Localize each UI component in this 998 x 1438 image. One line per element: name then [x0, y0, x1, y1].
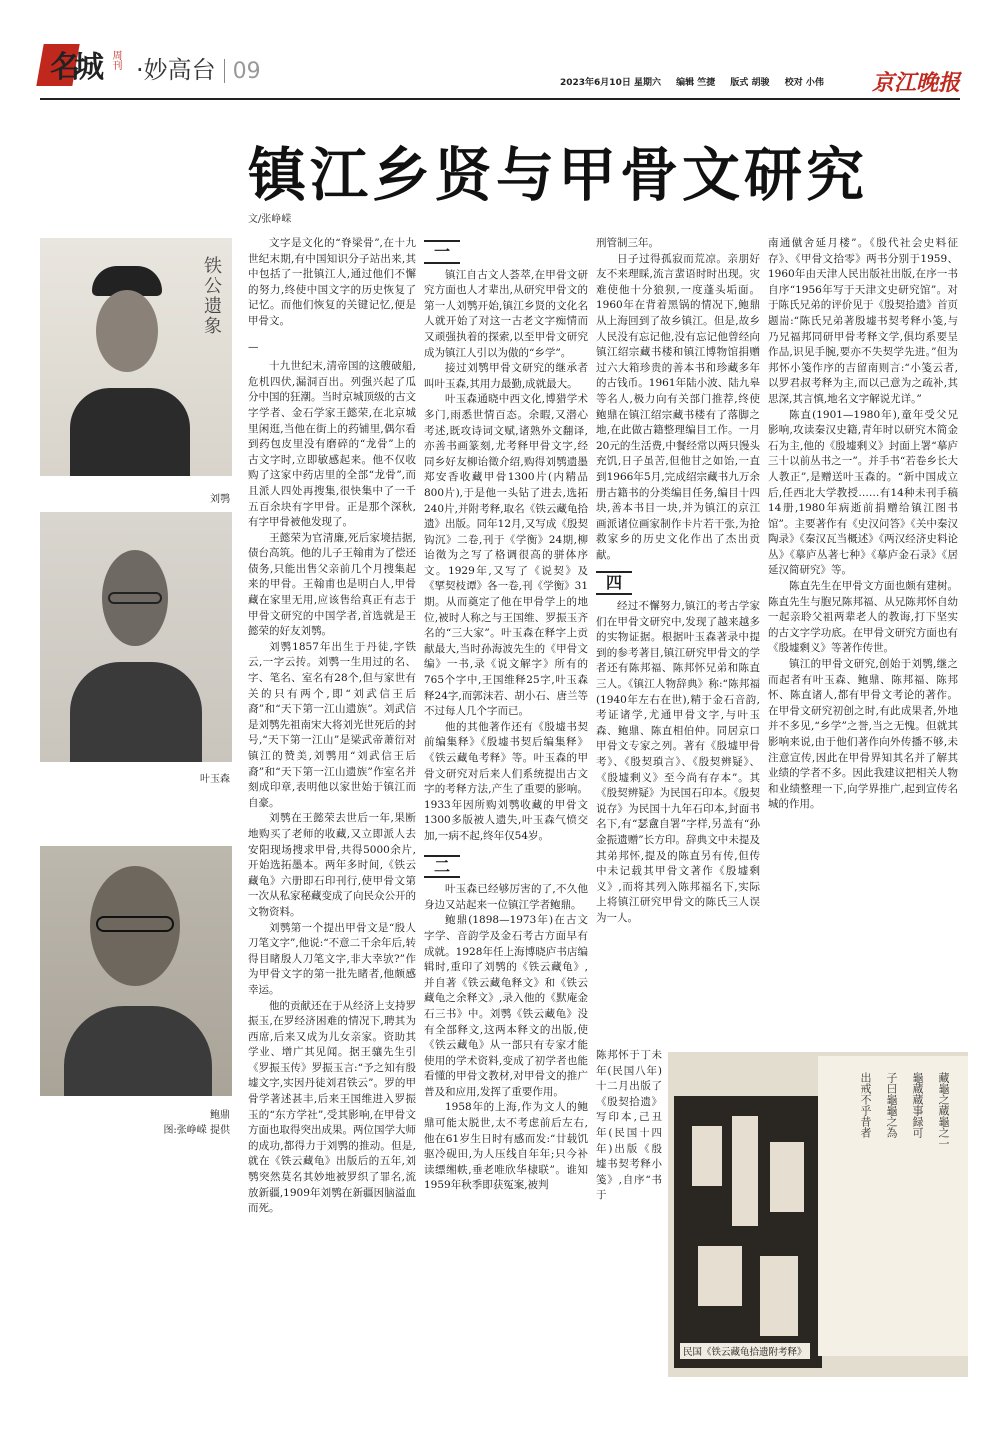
header-rule	[40, 98, 960, 100]
article-byline: 文/张峥嵘	[248, 214, 292, 225]
portrait-bao-ding	[40, 846, 232, 1096]
issue-info	[560, 75, 836, 88]
intro-paragraph: 文字是文化的“脊梁骨”,在十九世纪末期,有中国知识分子站出来,其中包括了一批镇江人,通过他们不懈的努力,终使中国文字的历史恢复了记忆。而他们恢复的关键记忆,便是甲骨文。	[248, 237, 416, 327]
paragraph: 镇江的甲骨文研究,创始于刘鹗,继之而起者有叶玉森、鲍鼎、陈邦福、陈邦怀、陈直诸人,都有甲骨文考论的著作。在甲骨文研究初创之时,有此成果者,外地并不多见,“乡学”之誉,当之无愧。但就其影响来说,由于他们著作向外传播不够,未注意宣传,因此在甲骨界知其名并了解其业绩的学者不多。因此我建议把相关人物和业绩整理一下,向学界推广,起到宣传名城的作用。	[768, 658, 958, 811]
paragraph: 1958年的上海,作为文人的鲍鼎可能太脱世,太不考虑前后左右,他在61岁生日时有感而发:“廿载饥驱冷砚田,为人压线自年年;只今补读缥缃帙,垂老唯欣华棣联”。谁知1959年秋季即获冤案,被判	[424, 1101, 588, 1192]
portrait-face	[96, 290, 158, 372]
paragraph: 他的其他著作还有《殷墟书契前编集释》《殷墟书契后编集释》《铁云藏龟考释》等。叶玉森的甲骨文研究对后来人们系统提出古文字的考释方法,产生了重要的影响。1933年因所购刘鹗收藏的甲骨文1300多版被人遗失,叶玉森气愤交加,一病不起,终年仅54岁。	[424, 720, 588, 842]
oracle-bone-fragment	[770, 1142, 804, 1212]
portrait-ye-yusen	[40, 512, 232, 762]
portrait-body	[64, 1006, 212, 1096]
page-column: 子曰龜龜之為	[885, 1072, 898, 1138]
paragraph: 十九世纪末,清帝国的这艘破船,危机四伏,漏洞百出。列强兴起了瓜分中国的狂潮。当时京城顶级的古文字学者、金石学家王懿荣,在北京城里闲逛,当他在街上的药铺里,偶尔看到药包皮里没有磨碎的“龙骨”上的古文字时,立即敏感起来。他不仅收购了这家中药店里的全部“龙骨”,而且派人四处再搜集,很快集中了一千五百余块有字甲骨。正是那个深秋,有字甲骨被他发现了。	[248, 360, 416, 529]
paragraph: 刘鹗在王懿荣去世后一年,果断地购买了老师的收藏,又立即派人去安阳现场搜求甲骨,共得5000余片,开始选拓墨本。两年多时间,《铁云藏龟》六册即石印刊行,使甲骨文第一次从私家秘藏变成了向民众公开的文物资料。	[248, 812, 416, 918]
paragraph: 他的贡献还在于从经济上支持罗振玉,在罗经济困难的情况下,聘其为西席,后来又成为儿女亲家。资助其学业、增广其见闻。据王骧先生引《罗振玉传》罗振玉言:“予之知有殷墟文字,实因丹徒刘君铁云”。罗的甲骨学著述甚丰,后来王国维进入罗振玉的“东方学社”,受其影响,在甲骨文方面也取得突出成果。两位国学大师的成功,都得力于刘鹗的推动。但是,就在《铁云藏龟》出版后的五年,刘鹗突然莫名其妙地被罗织了罪名,流放新疆,1909年刘鹗在新疆因脑溢血而死。	[248, 999, 416, 1215]
paragraph: 王懿荣为官清廉,死后家境拮据,债台高筑。他的儿子王翰甫为了偿还债务,只能出售父亲前几个月搜集起来的甲骨。王翰甫也是明白人,甲骨藏在家里无用,应该售给真正有志于甲骨文研究的中国学者,首选就是王懿荣的好友刘鹗。	[248, 531, 416, 638]
section-heading-2: 二	[424, 855, 588, 879]
section-name: ·妙高台	[136, 56, 216, 84]
oracle-bone-fragment	[760, 1256, 798, 1336]
section-divider: —	[248, 340, 259, 353]
article-headline: 镇江乡贤与甲骨文研究	[248, 141, 869, 209]
paragraph: 日子过得孤寂而荒凉。亲朋好友不来理睬,流言蜚语时时出现。灾难使他十分狼狈,一度蓬头垢面。1960年在背着黑锅的情况下,鲍鼎从上海回到了故乡镇江。但是,故乡人民没有忘记他,没有忘记他曾经向镇江绍宗藏书楼和镇江博物馆捐赠过六大箱珍贵的善本书和珍藏多年的古钱币。1961年陆小波、陆九皋等名人,极力向有关部门推荐,终使鲍鼎在镇江绍宗藏书楼有了落脚之地,在此做古籍整理编目工作。一月20元的生活费,中餐经常以两只馒头充饥,日子虽苦,但他甘之如饴,一直到1966年5月,完成绍宗藏书九万余册古籍书的分类编目任务,编目十四块,善本书目一块,并为镇江的京江画派诸位画家制作卡片若干张,为抢救家乡的历史文化作出了杰出贡献。	[596, 252, 760, 561]
column-4	[768, 236, 958, 1046]
portrait-inscription: 铁公遗象	[201, 256, 222, 336]
logo-text: 名城	[50, 50, 98, 85]
layout-credit: 版式 胡骏	[730, 78, 770, 88]
masthead	[40, 30, 960, 102]
logo-subtitle: 周刊	[110, 50, 121, 70]
book-photo-caption: 民国《铁云藏龟拾遗附考释》	[680, 1343, 810, 1359]
paragraph: 接过刘鹗甲骨文研究的继承者叫叶玉森,其用力最勤,成就最大。	[424, 362, 588, 390]
caption-ye-yusen: 叶玉森	[200, 774, 230, 785]
paragraph: 叶玉森已经够厉害的了,不久他身边又站起来一位镇江学者鲍鼎。	[424, 883, 588, 911]
paragraph: 鲍鼎(1898—1973年)在古文字学、音韵学及金石考古方面早有成就。1928年任上海博晓庐书店编辑时,重印了刘鹗的《铁云藏龟》,并自著《铁云藏龟释文》和《铁云藏龟之余释文》,录入他的《默庵金石三书》中。刘鹗《铁云藏龟》没有全部释文,这两本释文的出版,使《铁云藏龟》从一部只有专家才能使用的学术资料,变成了初学者也能看懂的甲骨文教材,对甲骨文的推广普及和应用,发挥了重要作用。	[424, 914, 588, 1098]
paragraph: 叶玉森通晓中西文化,博猎学术多门,雨悉世情百态。余暇,又潜心考述,既攻诗词文赋,诸熟外文翻译,亦善书画篆刻,尤考释甲骨文字,经同乡好友柳诒徵介绍,购得刘鹗遗墨郑安香收藏甲骨1300片(内精品800片),于是他一头钻了进去,选拓240片,并附考释,取名《铁云藏龟拾遗》出版。同年12月,又写成《殷契钩沉》二卷,刊于《学衡》24期,柳诒徵为之写了格调很高的骈体序文。1929年,又写了《说契》及《揅契枝谭》各一卷,刊《学衡》31期。从而奠定了他在甲骨学上的地位,被时人称之与王国维、罗振玉齐名的“三大家”。叶玉森在释字上贡献最大,当时孙海波先生的《甲骨文编》一书,录《说文解字》所有的765个字中,王国维释25字,叶玉森释24字,而郭沫若、胡小石、唐兰等不过每人几个字而已。	[424, 393, 588, 718]
portrait-liu-e	[40, 238, 232, 476]
issue-date: 2023年6月10日 星期六	[560, 78, 661, 88]
column-1	[248, 236, 416, 1398]
portrait-body	[70, 388, 190, 476]
paragraph: 刘鹗第一个提出甲骨文是“殷人刀笔文字”,他说:“不意二千余年后,转得目睹殷人刀笔文字,非大幸欤?”作为甲骨文字的第一批先睹者,他颇感幸运。	[248, 921, 416, 996]
text-page	[818, 1056, 968, 1356]
page-column: 藏龜之蔵龜之一	[937, 1072, 950, 1149]
page-column: 出戒不乎昔者	[859, 1072, 872, 1138]
column-3	[596, 236, 760, 1046]
oracle-bone-fragment	[692, 1126, 722, 1186]
paragraph: 刑管制三年。	[596, 237, 659, 249]
caption-bao-ding: 鲍鼎	[210, 1110, 230, 1121]
oracle-bone-fragment	[732, 1116, 758, 1226]
weekly-logo	[40, 38, 135, 90]
column-3-continued: 陈邦怀于丁未年(民国八年)十二月出版了《殷契拾遗》写印本,己丑年(民国十四年)出版《殷墟书契考释小笺》,自序“书于	[596, 1049, 662, 1202]
proof-credit: 校对 小伟	[784, 78, 824, 88]
portrait-glasses	[96, 916, 174, 932]
oracle-bone-fragment	[698, 1246, 742, 1306]
portrait-glasses	[108, 592, 162, 604]
paragraph: 陈直先生在甲骨文方面也颇有建树。陈直先生与胞兄陈邦福、从兄陈邦怀自幼一起亲聆父祖两辈老人的教诲,打下坚实的古文字学功底。在甲骨文研究方面也有《殷墟剩义》等著作传世。	[768, 580, 958, 655]
paragraph: 刘鹗1857年出生于丹徒,字铁云,一字云抟。刘鹗一生用过的名、字、笔名、室名有28个,但与家世有关的只有两个,即“刘武信王后裔”和“天下第一江山遗族”。刘武信是刘鹗先祖南宋大将刘光世死后的封号,“天下第一江山”是梁武帝萧衍对镇江的赞美,刘鹗用“刘武信王后裔”和“天下第一江山遗族”作室名并刻成印章,表明他以家世始于镇江而自豪。	[248, 640, 416, 809]
paragraph: 经过不懈努力,镇江的考古学家们在甲骨文研究中,发现了越来越多的实物证据。根据叶玉森著录中提到的参考著目,镇江研究甲骨文的学者还有陈邦福、陈邦怀兄弟和陈直三人。《镇江人物辞典》称:“陈邦福(1940年左右在世),精于金石音韵,考证诸学,尤通甲骨文字,与叶玉森、鲍鼎、陈直相伯仲。同居京口甲骨文专家之列。著有《殷墟甲骨考》、《殷契瑣言》、《殷契辨疑》、《殷墟剩义》至今尚有存本”。其《殷契辨疑》为民国石印本。《殷契说存》为民国十九年石印本,封面书名下,有“瑟盦自署”字样,另盖有“孙金振遗赠”长方印。辞典文中未提及其弟邦怀,提及的陈直另有传,但传中未记载其甲骨文著作《殷墟剩义》,而将其列入陈邦福名下,实际上将镇江研究甲骨文的陈氏三人误为一人。	[596, 600, 760, 924]
paragraph: 陈直(1901—1980年),童年受父兄影响,攻读秦汉史籍,青年时以研究木简金石为主,他的《殷墟剩义》封面上署“摹庐三十以前丛书之一”。并手书“若卷乡长大人教正”,是赠送叶玉森的。“新中国成立后,任西北大学教授……有14种未刊手稿14册,1980年病逝前捐赠给镇江图书馆”。主要著作有《史汉问答》《关中秦汉陶录》《秦汉瓦当概述》《两汉经济史料论丛》《摹庐丛著七种》《摹庐金石录》《居延汉简研究》等。	[768, 408, 958, 577]
caption-liu-e: 刘鹗	[210, 494, 230, 505]
paragraph: 南通僦舍延月楼”。《殷代社会史料征存》、《甲骨文拾零》两书分别于1959、1960年由天津人民出版社出版,在序一书自序“1956年写于天津文史研究馆”。对于陈氏兄弟的评价见于《殷契拾遗》首页题耑:“陈氏兄弟著殷墟书契考释小笺,与乃兄福邦同研甲骨考释文学,俱均系要呈作品,识见手腕,要亦不失契学先进。”但为邦怀小笺作序的吉留南则言:“小笺云者,以罗君叔考释为主,而以己意为之疏补,其思深,其言慎,地名文字解说尤详。”	[768, 237, 958, 405]
photo-credit: 图:张峥嵘 提供	[163, 1125, 230, 1136]
rubbing-page	[674, 1096, 822, 1368]
editor-credit: 编辑 竺捷	[676, 78, 716, 88]
newspaper-name: 京江晚报	[871, 70, 960, 96]
section-heading-4: 四	[596, 571, 760, 595]
portrait-body	[70, 662, 202, 762]
page-number: 09	[232, 59, 261, 84]
divider	[224, 59, 225, 83]
page-column: 龜蔵蔵事録可	[911, 1072, 924, 1138]
column-2	[424, 236, 588, 1398]
book-photo	[668, 1052, 968, 1377]
section-heading-1: 一	[424, 240, 588, 264]
section-title	[136, 50, 261, 85]
paragraph: 镇江自古文人荟萃,在甲骨文研究方面也人才辈出,从研究甲骨文的第一人刘鹗开始,镇江乡贤的文化名人就开始了对这一古老文字痴情而又顽强执着的探索,以至甲骨文研究成为镇江人引以为傲的“乡学”。	[424, 268, 588, 359]
